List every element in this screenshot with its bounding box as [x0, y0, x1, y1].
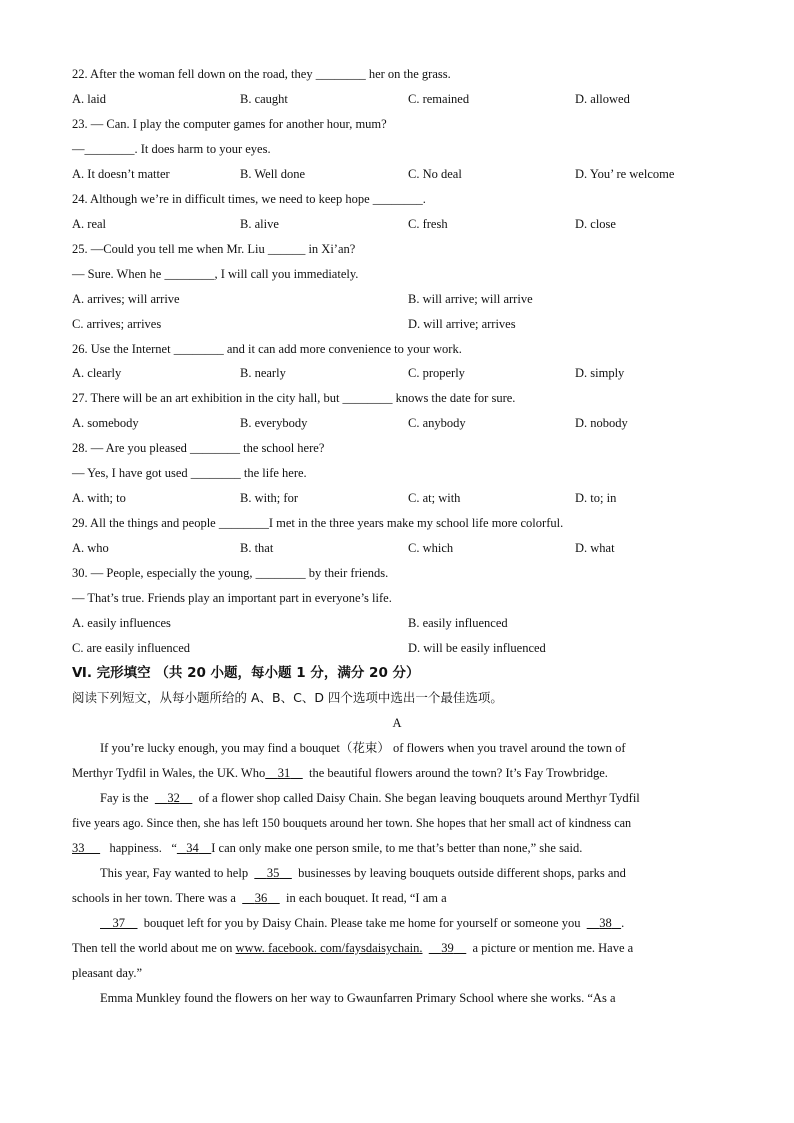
blank-36: 36	[254, 891, 268, 905]
option-a: A. who	[72, 541, 109, 555]
option-a: A. arrives; will arrive	[72, 292, 180, 306]
question-stem: 25. —Could you tell me when Mr. Liu ______ in Xi’an?	[72, 242, 356, 256]
passage-line	[100, 740, 626, 756]
question-stem: 23. — Can. I play the computer games for another hour, mum?	[72, 117, 387, 131]
question-stem: 28. — Are you pleased ________ the school here?	[72, 441, 325, 455]
option-a: A. It doesn’t matter	[72, 167, 170, 181]
option-d: D. simply	[575, 366, 625, 380]
option-a: A. real	[72, 217, 107, 231]
option-d: D. nobody	[575, 416, 628, 430]
passage-line: five years ago. Since then, she has left 150 bouquets around her town. She hopes that her small act of kindness can	[72, 816, 632, 830]
option-a: A. laid	[72, 92, 107, 106]
blank-39: 39	[441, 941, 454, 955]
passage-line	[72, 940, 633, 956]
blank-32: 32	[167, 791, 180, 805]
passage-text: schools in her town. There was a	[72, 891, 236, 905]
option-c: C. which	[408, 541, 454, 555]
facebook-link[interactable]: www. facebook. com/faysdaisychain.	[235, 941, 423, 955]
option-c: C. remained	[408, 92, 470, 106]
question-stem: 27. There will be an art exhibition in the city hall, but ________ knows the date for sure.	[72, 391, 516, 405]
option-d: D. to; in	[575, 491, 617, 505]
passage-line	[100, 790, 640, 806]
passage-text: bouquet left for you by Daisy Chain. Please take me home for yourself or someone you	[143, 916, 581, 930]
option-c: C. at; with	[408, 491, 461, 505]
passage-line	[72, 765, 608, 781]
option-b: B. with; for	[240, 491, 298, 505]
option-b: B. Well done	[240, 167, 306, 181]
option-d: D. close	[575, 217, 616, 231]
blank-31: 31	[277, 766, 291, 780]
question-stem: 30. — People, especially the young, ________ by their friends.	[72, 566, 389, 580]
passage-line: 37 bouquet left for you by Daisy Chain. Please take me home for yourself or someone you 38 .	[100, 915, 624, 931]
option-a: A. with; to	[72, 491, 126, 505]
option-b: B. nearly	[240, 366, 286, 380]
passage-line	[72, 840, 582, 856]
passage-text: in each bouquet. It read, “I am a	[285, 891, 447, 905]
passage-text: of a flower shop called Daisy Chain. She began leaving bouquets around Merthyr Tydfil	[198, 791, 640, 805]
blank-35: 35	[266, 866, 280, 880]
passage-text: Then tell the world about me on	[72, 941, 233, 955]
option-d: D. You’ re welcome	[575, 167, 675, 181]
option-b: B. everybody	[240, 416, 308, 430]
passage-text: the beautiful flowers around the town? It’s Fay Trowbridge.	[308, 766, 608, 780]
option-b: B. caught	[240, 92, 288, 106]
option-d: D. what	[575, 541, 615, 555]
blank-33: 33	[72, 841, 85, 855]
passage-text: a picture or mention me. Have a	[472, 941, 634, 955]
option-b: B. that	[240, 541, 274, 555]
blank-38: 38	[599, 916, 612, 930]
passage-text: This year, Fay wanted to help	[100, 866, 249, 880]
blank-37: 37	[112, 916, 125, 930]
question-response: —________. It does harm to your eyes.	[72, 142, 271, 156]
passage-line: Emma Munkley found the flowers on her way to Gwaunfarren Primary School where she works. “As a	[100, 991, 616, 1005]
option-c: C. arrives; arrives	[72, 317, 162, 331]
option-b: B. easily influenced	[408, 616, 508, 630]
section-heading: Ⅵ. 完形填空 （共 20 小题，每小题 1 分，满分 20 分）	[72, 665, 420, 681]
passage-line	[72, 890, 447, 906]
question-stem: 22. After the woman fell down on the road, they ________ her on the grass.	[72, 67, 451, 81]
section-instruction: 阅读下列短文，从每小题所给的 A、B、C、D 四个选项中选出一个最佳选项。	[72, 690, 503, 705]
option-d: D. will be easily influenced	[408, 641, 546, 655]
passage-text: Merthyr Tydfil in Wales, the UK. Who	[72, 766, 266, 780]
option-c: C. anybody	[408, 416, 466, 430]
option-a: A. clearly	[72, 366, 122, 380]
passage-text: I can only make one person smile, to me that’s better than none,” she said.	[211, 841, 583, 855]
question-stem: 24. Although we’re in difficult times, we need to keep hope ________.	[72, 192, 426, 206]
option-a: A. somebody	[72, 416, 139, 430]
question-response: — Yes, I have got used ________ the life here.	[72, 466, 307, 480]
option-b: B. will arrive; will arrive	[408, 292, 533, 306]
question-stem: 26. Use the Internet ________ and it can add more convenience to your work.	[72, 342, 462, 356]
passage-label: A	[392, 716, 402, 730]
passage-text: businesses by leaving bouquets outside different shops, parks and	[298, 866, 626, 880]
option-d: D. allowed	[575, 92, 630, 106]
question-stem: 29. All the things and people ________I met in the three years make my school life more colorful.	[72, 516, 564, 530]
quote-mark: “	[171, 841, 177, 855]
blank-34: 34	[186, 841, 199, 855]
question-response: — Sure. When he ________, I will call you immediately.	[72, 267, 359, 281]
option-c: C. fresh	[408, 217, 448, 231]
passage-line	[100, 865, 626, 881]
passage-text: Fay is the	[100, 791, 149, 805]
passage-text: happiness.	[109, 841, 162, 855]
question-response: — That’s true. Friends play an important part in everyone’s life.	[72, 591, 392, 605]
passage-text: If you’re lucky enough, you may find a bouquet（花束） of flowers when you travel around the town of	[100, 741, 626, 755]
option-d: D. will arrive; arrives	[408, 317, 516, 331]
option-c: C. properly	[408, 366, 465, 380]
option-b: B. alive	[240, 217, 279, 231]
passage-line: pleasant day.”	[72, 966, 142, 980]
option-c: C. No deal	[408, 167, 462, 181]
option-a: A. easily influences	[72, 616, 171, 630]
option-c: C. are easily influenced	[72, 641, 191, 655]
